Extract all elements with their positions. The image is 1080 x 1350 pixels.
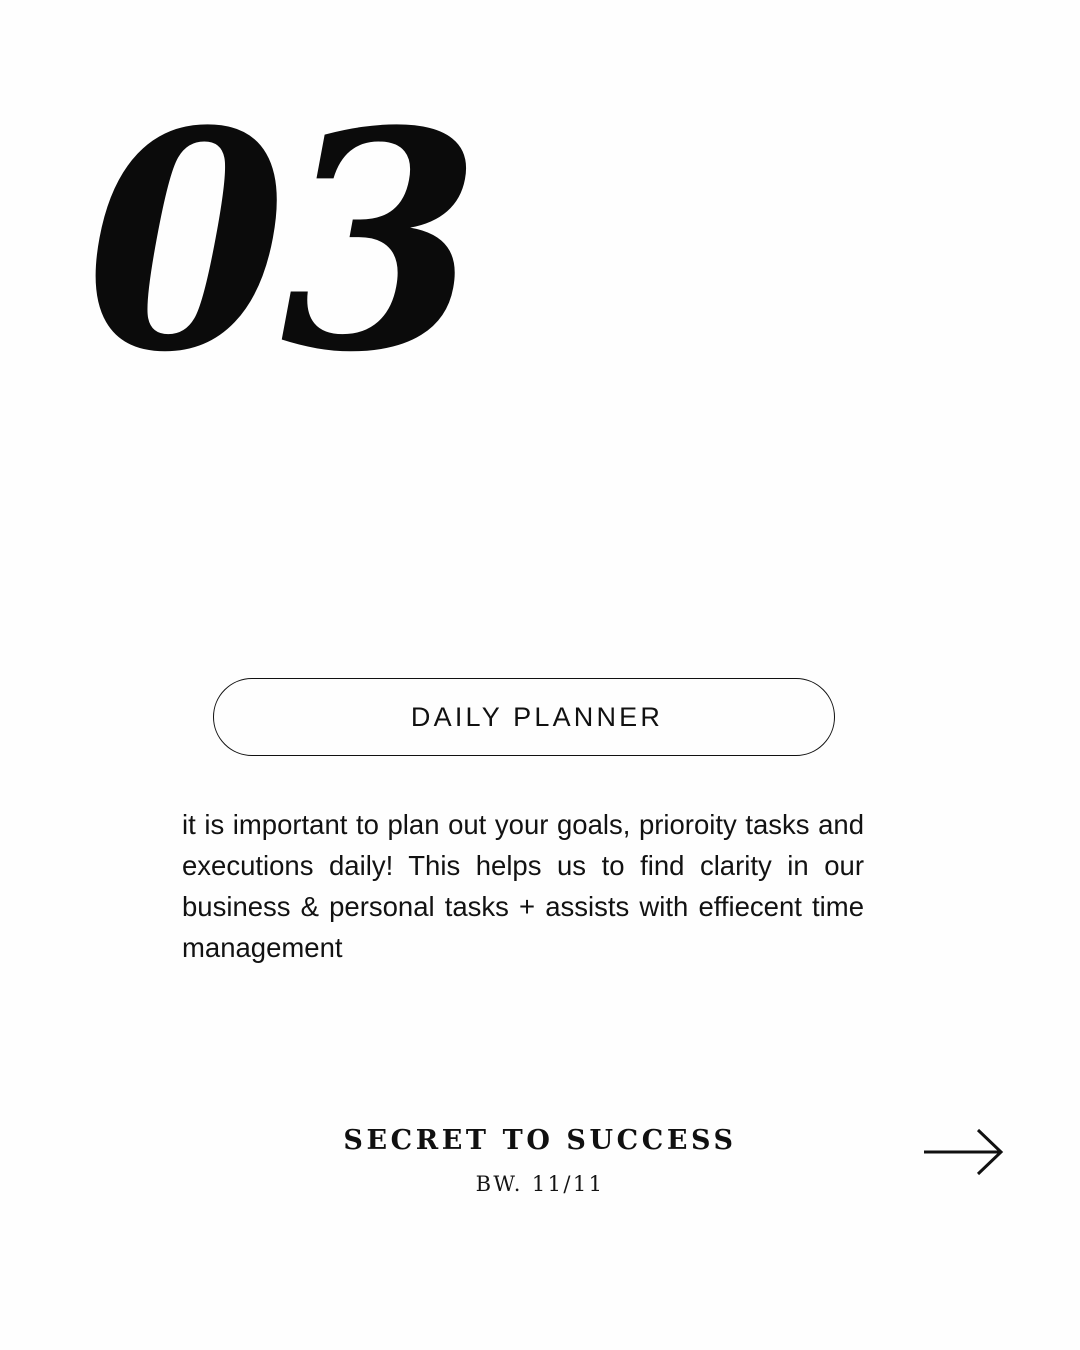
footer-subtitle: BW. 11/11 (475, 1172, 605, 1196)
pill-label-text: DAILY PLANNER (410, 701, 664, 732)
section-label-pill[interactable] (213, 678, 835, 756)
footer (0, 1125, 1080, 1196)
body-paragraph: it is important to plan out your goals, prioroity tasks and executions daily! This helps us to find clarity in our business & personal tasks + assists with effiecent time management (182, 808, 864, 963)
footer-title: SECRET TO SUCCESS (343, 1125, 737, 1156)
pill-border (213, 678, 835, 756)
slide-number: 03 (86, 65, 476, 418)
arrow-right-icon[interactable] (922, 1122, 1006, 1178)
